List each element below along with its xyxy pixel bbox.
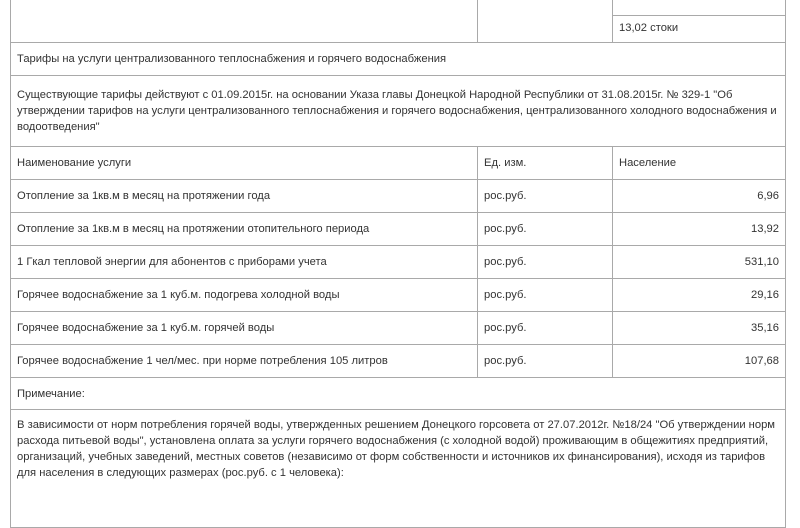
note-label-row: [11, 378, 786, 410]
table-row: [11, 279, 786, 312]
top-partial-row: [11, 0, 786, 43]
row-service: Горячее водоснабжение 1 чел/мес. при норме потребления 105 литров: [11, 345, 478, 378]
row-value: 531,10: [613, 246, 786, 279]
top-value-text: 13,02 стоки: [619, 22, 679, 34]
section-title-row: [11, 43, 786, 76]
row-value: 107,68: [613, 345, 786, 378]
top-cell-divider: [613, 0, 785, 16]
row-service: 1 Гкал тепловой энергии для абонентов с приборами учета: [11, 246, 478, 279]
row-service: Горячее водоснабжение за 1 куб.м. горячей воды: [11, 312, 478, 345]
header-population: Население: [613, 147, 786, 180]
row-service: Горячее водоснабжение за 1 куб.м. подогрева холодной воды: [11, 279, 478, 312]
header-service: Наименование услуги: [11, 147, 478, 180]
description-text: Существующие тарифы действуют с 01.09.2015г. на основании Указа главы Донецкой Народной Республики от 31.08.2015г. № 329-1 "Об утверждении тарифов на услуги централизованного теплоснабжения и горячего водоснабжения, централизованного холодного водоснабжения и водоотведения": [11, 76, 786, 147]
table-row: [11, 312, 786, 345]
table-header-row: [11, 147, 786, 180]
row-unit: рос.руб.: [478, 345, 613, 378]
top-cell-value: [613, 0, 786, 43]
row-value: 6,96: [613, 180, 786, 213]
top-cell-empty-2: [478, 0, 613, 43]
tariff-table: [10, 0, 786, 528]
row-service: Отопление за 1кв.м в месяц на протяжении года: [11, 180, 478, 213]
table-row: [11, 213, 786, 246]
row-unit: рос.руб.: [478, 213, 613, 246]
section-title: Тарифы на услуги централизованного теплоснабжения и горячего водоснабжения: [11, 43, 786, 76]
note-text: В зависимости от норм потребления горячей воды, утвержденных решением Донецкого горсовета от 27.07.2012г. №18/24 "Об утверждении норм расхода питьевой воды", установлена оплата за услуги горячего водоснабжения (с холодной водой) проживающим в общежитиях предприятий, организаций, учебных заведений, местных советов (независимо от форм собственности и источников их финансирования), исходя из тарифов для населения в следующих размерах (рос.руб. с 1 человека):: [11, 410, 786, 528]
note-label: Примечание:: [11, 378, 786, 410]
table-row: [11, 345, 786, 378]
row-service: Отопление за 1кв.м в месяц на протяжении отопительного периода: [11, 213, 478, 246]
table-row: [11, 180, 786, 213]
row-unit: рос.руб.: [478, 246, 613, 279]
header-unit: Ед. изм.: [478, 147, 613, 180]
row-value: 13,92: [613, 213, 786, 246]
row-value: 35,16: [613, 312, 786, 345]
row-unit: рос.руб.: [478, 180, 613, 213]
note-text-row: [11, 410, 786, 528]
table-row: [11, 246, 786, 279]
row-unit: рос.руб.: [478, 312, 613, 345]
description-row: [11, 76, 786, 147]
row-unit: рос.руб.: [478, 279, 613, 312]
top-cell-empty-1: [11, 0, 478, 43]
row-value: 29,16: [613, 279, 786, 312]
